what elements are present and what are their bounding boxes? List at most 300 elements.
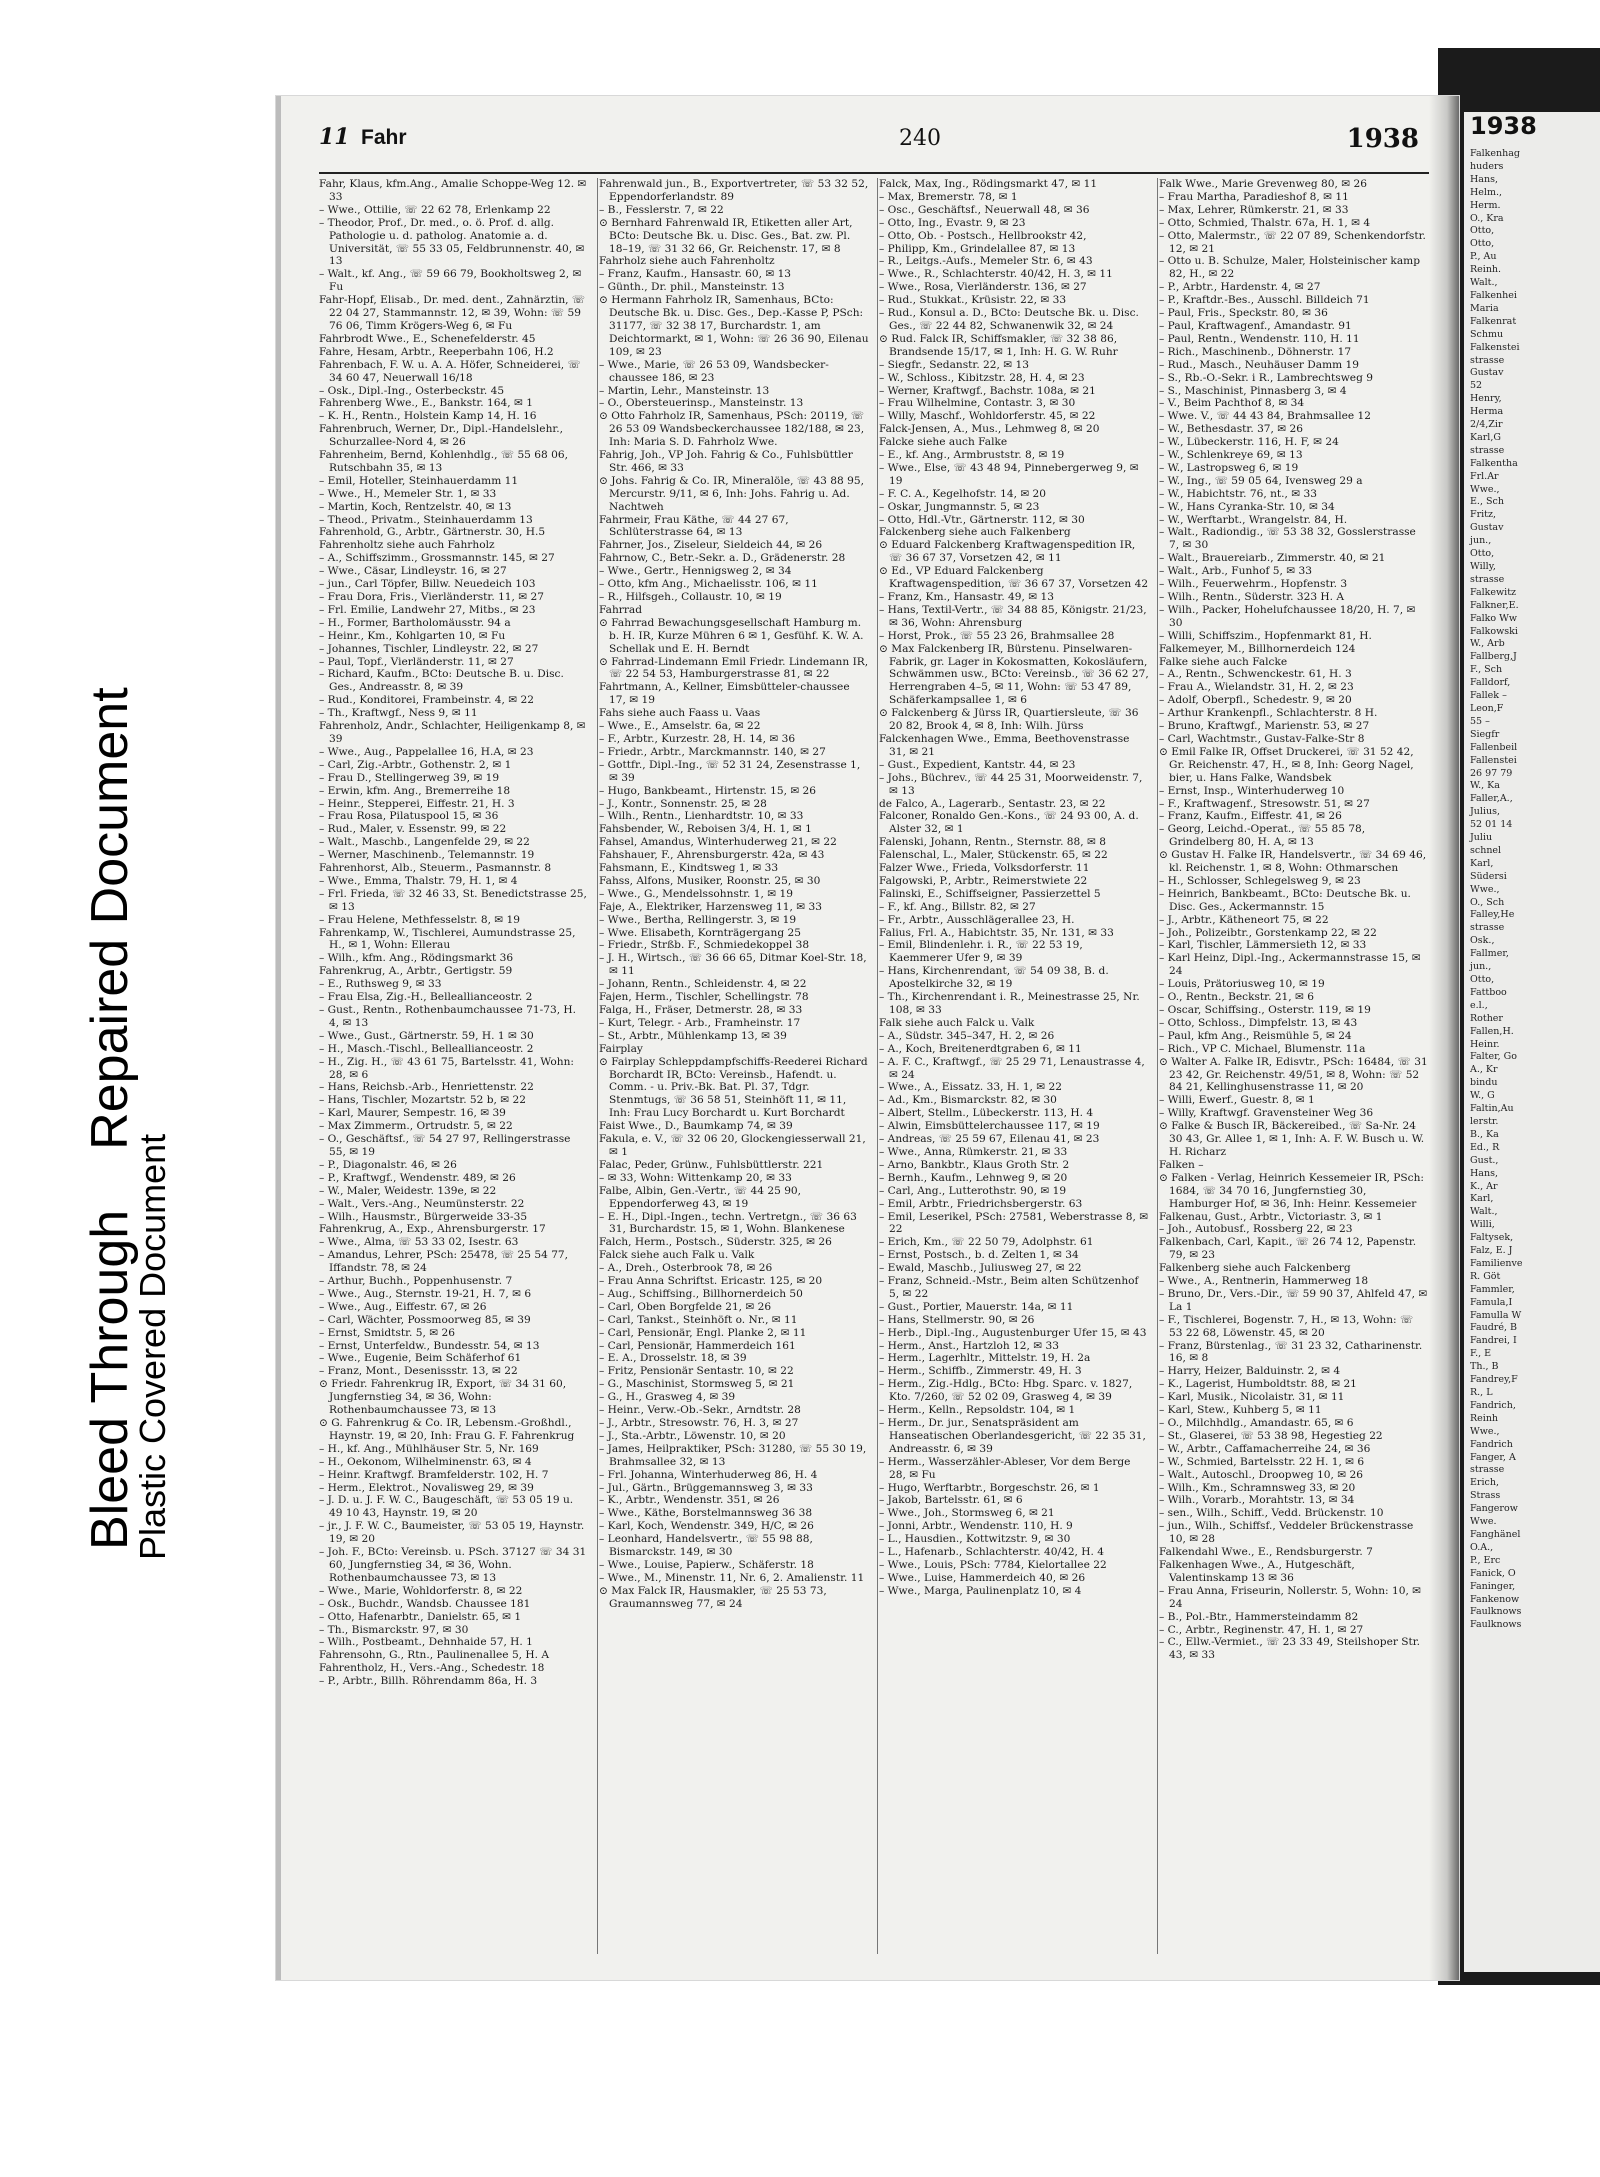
adjacent-entry: W., Arb bbox=[1470, 638, 1505, 650]
directory-entry: – Johs., Büchrev., ☏ 44 25 31, Moorweidenstr. 7, ✉ 13 bbox=[879, 771, 1143, 797]
directory-entry: – Walt., Autoschl., Droopweg 10, ✉ 26 bbox=[1159, 1468, 1364, 1481]
adjacent-entry: Herm. bbox=[1470, 199, 1501, 211]
directory-entry: – Wilh., Vorarb., Morahtstr. 13, ✉ 34 bbox=[1159, 1494, 1355, 1507]
directory-entry: – R., Leitgs.-Aufs., Memeler Str. 6, ✉ 43 bbox=[879, 255, 1093, 268]
directory-entry: – Carl, Tankst., Steinhöft o. Nr., ✉ 11 bbox=[599, 1313, 798, 1326]
directory-entry: – Frau Anna Schriftst. Ericastr. 125, ✉ 20 bbox=[599, 1275, 823, 1288]
directory-entry: – Frau Dora, Fris., Vierländerstr. 11, ✉ 27 bbox=[319, 591, 545, 603]
directory-entry: – Ernst, Unterfeldw., Bundesstr. 54, ✉ 13 bbox=[319, 1339, 540, 1352]
directory-entry: – Carl, Wächter, Possmoorweg 85, ✉ 39 bbox=[319, 1313, 531, 1326]
adjacent-entry: K., Ar bbox=[1470, 1180, 1498, 1192]
directory-entry: – A., Dreh., Osterbrook 78, ✉ 26 bbox=[599, 1262, 773, 1275]
directory-entry: – Philipp, Km., Grindelallee 87, ✉ 13 bbox=[879, 242, 1076, 255]
directory-entry: ⊙ Falckenberg & Jürss IR, Quartiersleute, ☏ 36 20 82, Brook 4, ✉ 8, Inh: Wilh. Jürss bbox=[879, 707, 1139, 733]
directory-entry: ⊙ Falke & Busch IR, Bäckereibed., ☏ Sa-Nr. 24 30 43, Gr. Allee 1, ✉ 1, Inh: A. F. W. Busch u. W. H. Richarz bbox=[1159, 1120, 1425, 1158]
directory-entry: – Wwe., Gust., Gärtnerstr. 59, H. 1 ✉ 30 bbox=[319, 1029, 534, 1042]
directory-entry: – Aug., Schiffsing., Billhornerdeich 50 bbox=[599, 1287, 803, 1300]
directory-entry: – Frau Elsa, Zig.-H., Belleallianceostr. 2 bbox=[319, 991, 533, 1004]
directory-entry: – Max, Lehrer, Rümkerstr. 21, ✉ 33 bbox=[1159, 203, 1349, 216]
adjacent-entry: P., Erc bbox=[1470, 1554, 1501, 1566]
adjacent-entry: Falter, Go bbox=[1470, 1051, 1517, 1063]
directory-entry: Fahrnow, C., Betr.-Sekr. a. D., Grädenerstr. 28 bbox=[599, 552, 846, 565]
directory-entry: Falck, Max, Ing., Rödingsmarkt 47, ✉ 11 bbox=[879, 178, 1098, 190]
adjacent-entry: Falz, E. J bbox=[1470, 1245, 1513, 1257]
adjacent-entry: Wwe. bbox=[1470, 1516, 1497, 1528]
adjacent-entry: Fanger, A bbox=[1470, 1451, 1516, 1463]
directory-entry: – Otto, Schloss., Dimpfelstr. 13, ✉ 43 bbox=[1159, 1016, 1358, 1029]
directory-entry: – A. F. C., Kraftwgf., ☏ 25 29 71, Lenaustrasse 4, ✉ 24 bbox=[879, 1055, 1145, 1081]
directory-entry: – Johannes, Tischler, Lindleystr. 22, ✉ 27 bbox=[319, 642, 539, 655]
directory-entry: – Hans, Tischler, Mozartstr. 52 b, ✉ 22 bbox=[319, 1094, 527, 1107]
directory-entry: – Oskar, Jungmannstr. 5, ✉ 23 bbox=[879, 500, 1040, 513]
directory-entry: – J., Arbtr., Kätheneort 75, ✉ 22 bbox=[1159, 913, 1329, 926]
directory-entry: – Karl, Stew., Kuhberg 5, ✉ 11 bbox=[1159, 1404, 1322, 1417]
directory-entry: – Erich, Km., ☏ 22 50 79, Adolphstr. 61 bbox=[879, 1236, 1094, 1249]
directory-entry: – Wwe., Alma, ☏ 53 33 02, Isestr. 63 bbox=[319, 1236, 519, 1249]
adjacent-entry: R. Göt bbox=[1470, 1270, 1501, 1282]
directory-entry: – Heinr., Verw.-Ob.-Sekr., Arndtstr. 28 bbox=[599, 1404, 801, 1417]
directory-entry: Falbe, Albin, Gen.-Vertr., ☏ 44 25 90, Eppendorferweg 43, ✉ 19 bbox=[599, 1184, 802, 1210]
adjacent-entry: Willi, bbox=[1470, 1219, 1495, 1231]
directory-entry: – F., Tischlerei, Bogenstr. 7, H., ✉ 13, Wohn: ☏ 53 22 68, Löwenstr. 45, ✉ 20 bbox=[1159, 1313, 1414, 1339]
directory-entry: – ✉ 33, Wohn: Wittenkamp 20, ✉ 33 bbox=[599, 1171, 792, 1184]
directory-entry: – Rud., Konditorei, Frambeinstr. 4, ✉ 22 bbox=[319, 694, 535, 707]
adjacent-entry: Willy, bbox=[1470, 561, 1496, 572]
column-3 bbox=[879, 178, 1149, 1958]
directory-entry: Falkenbach, Carl, Kapit., ☏ 26 74 12, Papenstr. 79, ✉ 23 bbox=[1159, 1236, 1417, 1262]
directory-entry: – Herm., Kelln., Repsoldstr. 104, ✉ 1 bbox=[879, 1404, 1076, 1417]
directory-entry: – Siegfr., Sedanstr. 22, ✉ 13 bbox=[879, 358, 1029, 371]
directory-entry: ⊙ Hermann Fahrholz IR, Samenhaus, BCto: Deutsche Bk. u. Disc. Ges., Dep.-Kasse P, PSch: 31177, ☏ 32 38 17, Burchardstr. 1, am Deichtormarkt, ✉ 1, Wohn: ☏ 26 36 90, Eilenau 109, ✉ 23 bbox=[599, 294, 869, 358]
directory-entry: – Friedr., Arbtr., Marckmannstr. 140, ✉ 27 bbox=[599, 745, 826, 758]
adjacent-entry: E., Sch bbox=[1470, 496, 1504, 508]
directory-entry: – Herm., Dr. jur., Senatspräsident am Hanseatischen Oberlandesgericht, ☏ 22 35 31, Andreasstr. 6, ✉ 39 bbox=[879, 1417, 1146, 1455]
directory-entry: Faje, A., Elektriker, Harzensweg 11, ✉ 33 bbox=[599, 900, 822, 913]
directory-entry: – W., Lübeckerstr. 116, H. F, ✉ 24 bbox=[1159, 436, 1339, 449]
directory-entry: – Frau D., Stellingerweg 39, ✉ 19 bbox=[319, 771, 500, 784]
adjacent-entry: Fangerow bbox=[1470, 1503, 1518, 1515]
adjacent-entry: Faudré, B bbox=[1470, 1322, 1517, 1334]
directory-entry: – Bernh., Kaufm., Lehnweg 9, ✉ 20 bbox=[879, 1171, 1068, 1184]
directory-entry: – Johann, Rentn., Schleidenstr. 4, ✉ 22 bbox=[599, 978, 807, 991]
columns bbox=[319, 178, 1431, 1958]
directory-entry: – Frau Rosa, Pilatuspool 15, ✉ 36 bbox=[319, 810, 499, 823]
directory-entry: – Otto, Malermstr., ☏ 22 07 89, Schenkendorfstr. 12, ✉ 21 bbox=[1159, 229, 1426, 255]
directory-entry: – A., Schiffszimm., Grossmannstr. 145, ✉ 27 bbox=[319, 552, 555, 565]
adjacent-entry: Gust., bbox=[1470, 1154, 1499, 1166]
directory-entry: – Walt., Brauereiarb., Zimmerstr. 40, ✉ 21 bbox=[1159, 552, 1386, 565]
directory-entry: – J. H., Wirtsch., ☏ 36 66 65, Ditmar Koel-Str. 18, ✉ 11 bbox=[599, 952, 867, 978]
label-line-2 bbox=[132, 1134, 174, 1560]
directory-entry: – Carl, Wachtmstr., Gustav-Falke-Str 8 bbox=[1159, 732, 1365, 745]
directory-entry: Falck-Jensen, A., Mus., Lehmweg 8, ✉ 20 bbox=[879, 423, 1100, 436]
directory-entry: – Ewald, Maschb., Juliusweg 27, ✉ 22 bbox=[879, 1262, 1082, 1275]
adjacent-entry: W., G bbox=[1470, 1090, 1495, 1102]
directory-page bbox=[276, 96, 1459, 1980]
directory-entry: – B., Pol.-Btr., Hammersteindamm 82 bbox=[1159, 1610, 1359, 1623]
adjacent-entry: Falkenstei bbox=[1470, 341, 1520, 353]
directory-entry: – Frl. Johanna, Winterhuderweg 86, H. 4 bbox=[599, 1468, 818, 1481]
directory-entry: – Richard, Kaufm., BCto: Deutsche B. u. Disc. Ges., Andreasstr. 8, ✉ 39 bbox=[319, 668, 564, 694]
label-line-1 bbox=[80, 687, 140, 1550]
directory-entry: – Arthur Krankenpfl., Schlachterstr. 8 H. bbox=[1159, 707, 1378, 720]
directory-entry: Fahsmann, E., Kindtsweg 1, ✉ 33 bbox=[599, 862, 779, 875]
directory-entry: – C., Arbtr., Reginenstr. 47, H. 1, ✉ 27 bbox=[1159, 1623, 1364, 1636]
directory-entry: Fahshauer, F., Ahrensburgerstr. 42a, ✉ 43 bbox=[599, 849, 825, 862]
directory-entry: – Frau A., Wielandstr. 31, H. 2, ✉ 23 bbox=[1159, 681, 1354, 694]
adjacent-entry: O., Sch bbox=[1470, 896, 1505, 908]
adjacent-entry: Fankenow bbox=[1470, 1593, 1520, 1605]
adjacent-entry: huders bbox=[1470, 160, 1504, 172]
adjacent-entry: Fallek – bbox=[1470, 690, 1507, 702]
directory-entry: – Walt., kf. Ang., ☏ 59 66 79, Bookholtsweg 2, ✉ Fu bbox=[319, 268, 582, 294]
directory-entry: – W., Bethesdastr. 37, ✉ 26 bbox=[1159, 423, 1304, 436]
directory-entry: – Horst, Prok., ☏ 55 23 26, Brahmsallee 28 bbox=[879, 629, 1115, 642]
directory-entry: Falkenau, Gust., Arbtr., Victoriastr. 3, ✉ 1 bbox=[1159, 1210, 1383, 1223]
adjacent-entry: Frl.Ar bbox=[1470, 470, 1499, 482]
directory-entry: – Walt., Radiondig., ☏ 53 38 32, Gosslerstrasse 7, ✉ 30 bbox=[1159, 526, 1416, 552]
directory-entry: – Wwe., Emma, Thalstr. 79, H. 1, ✉ 4 bbox=[319, 874, 518, 887]
directory-entry: – Franz, Kaufm., Hansastr. 60, ✉ 13 bbox=[599, 268, 792, 281]
adjacent-entry: Falkentha bbox=[1470, 457, 1518, 469]
adjacent-entry: Otto, bbox=[1470, 225, 1495, 237]
directory-entry: Fahrtmann, A., Kellner, Eimsbütteler-chaussee 17, ✉ 19 bbox=[599, 681, 850, 707]
directory-entry: – W., Maler, Weidestr. 139e, ✉ 22 bbox=[319, 1184, 497, 1197]
directory-entry: – Karl, Musik., Nicolaistr. 31, ✉ 11 bbox=[1159, 1391, 1345, 1404]
directory-entry: – Wilh., Hausmstr., Bürgerweide 33-35 bbox=[319, 1210, 528, 1223]
directory-entry: – B., Fesslerstr. 7, ✉ 22 bbox=[599, 203, 724, 216]
directory-entry: – Arno, Bankbtr., Klaus Groth Str. 2 bbox=[879, 1158, 1070, 1171]
directory-entry: – H., Schlosser, Schlegelsweg 9, ✉ 23 bbox=[1159, 874, 1361, 887]
directory-entry: – Friedr., Strßb. F., Schmiedekoppel 38 bbox=[599, 939, 810, 952]
adjacent-entry: strasse bbox=[1470, 922, 1505, 934]
directory-entry: – Heinrich, Bankbeamt., BCto: Deutsche Bk. u. Disc. Ges., Ackermannstr. 15 bbox=[1159, 887, 1411, 913]
adjacent-entry: Fanghänel bbox=[1470, 1528, 1521, 1540]
directory-entry: Falckenhagen Wwe., Emma, Beethovenstrasse 31, ✉ 21 bbox=[879, 732, 1130, 758]
adjacent-entry: Gustav bbox=[1470, 522, 1504, 534]
directory-entry: – Carl, Zig.-Arbtr., Gothenstr. 2, ✉ 1 bbox=[319, 758, 512, 771]
directory-entry: – Hans, Kirchenrendant, ☏ 54 09 38, B. d. Apostelkirche 32, ✉ 19 bbox=[879, 965, 1109, 991]
directory-entry: – Rud., Maler, v. Essenstr. 99, ✉ 22 bbox=[319, 823, 507, 836]
directory-entry: – Hugo, Werftarbtr., Borgeschstr. 26, ✉ 1 bbox=[879, 1481, 1100, 1494]
directory-entry: ⊙ Gustav H. Falke IR, Handelsvertr., ☏ 34 69 46, kl. Reichenstr. 1, ✉ 8, Wohn: Othmarschen bbox=[1159, 849, 1427, 875]
directory-entry: Falken – bbox=[1159, 1158, 1204, 1171]
directory-entry: – W., Arbtr., Caffamacherreihe 24, ✉ 36 bbox=[1159, 1442, 1371, 1455]
adjacent-entry: Otto, bbox=[1470, 548, 1495, 560]
directory-entry: Fahrmeir, Frau Käthe, ☏ 44 27 67, Schlüterstrasse 64, ✉ 13 bbox=[599, 513, 789, 539]
directory-entry: ⊙ Friedr. Fahrenkrug IR, Export, ☏ 34 31 60, Jungfernstieg 34, ✉ 36, Wohn: Rothenbaumchaussee 73, ✉ 13 bbox=[319, 1378, 567, 1417]
directory-entry: – Otto u. B. Schulze, Maler, Holsteinischer kamp 82, H., ✉ 22 bbox=[1159, 255, 1420, 281]
adjacent-entry: Faltin,Au bbox=[1470, 1103, 1514, 1115]
adjacent-entry: Faller,A., bbox=[1470, 793, 1513, 805]
directory-entry: – Herm., Elektrot., Novalisweg 29, ✉ 39 bbox=[319, 1481, 534, 1494]
directory-entry: – Wwe., R., Schlachterstr. 40/42, H. 3, ✉ 11 bbox=[879, 268, 1113, 281]
directory-entry: – W., Schloss., Kibitzstr. 28, H. 4, ✉ 23 bbox=[879, 371, 1085, 384]
directory-entry: – Theod., Privatm., Steinhauerdamm 13 bbox=[319, 513, 533, 526]
directory-entry: – Jakob, Bartelsstr. 61, ✉ 6 bbox=[879, 1494, 1023, 1507]
page-header bbox=[319, 124, 1419, 168]
directory-entry: – F., Kraftwagenf., Stresowstr. 51, ✉ 27 bbox=[1159, 797, 1370, 810]
adjacent-entry: 55 – bbox=[1470, 715, 1490, 727]
directory-entry: Fahrholz siehe auch Fahrenholtz bbox=[599, 255, 775, 268]
adjacent-entry: Helm., bbox=[1470, 186, 1502, 198]
directory-entry: ⊙ Walter A. Falke IR, Edisvtr., PSch: 16484, ☏ 31 23 42, Gr. Reichenstr. 49/51, ✉ 8, Wohn: ☏ 52 84 21, Kellinghusenstrasse 11, ✉ 20 bbox=[1159, 1055, 1428, 1094]
directory-entry: – Walt., Vers.-Ang., Neumünsterstr. 22 bbox=[319, 1197, 525, 1210]
directory-entry: – Herm., Schiffb., Zimmerstr. 49, H. 3 bbox=[879, 1365, 1082, 1378]
directory-entry: Fahrensohn, G., Rtn., Paulinenallee 5, H. A bbox=[319, 1649, 550, 1662]
adjacent-entry: 26 97 79 bbox=[1470, 767, 1513, 779]
directory-entry: – Albert, Stellm., Lübeckerstr. 113, H. 4 bbox=[879, 1107, 1094, 1120]
adjacent-entry: Karl, bbox=[1470, 1193, 1494, 1205]
directory-entry: – Jul., Gärtn., Brüggemannsweg 3, ✉ 33 bbox=[599, 1481, 813, 1494]
adjacent-entry: Fammler, bbox=[1470, 1283, 1515, 1295]
directory-entry: – Karl, Koch, Wendenstr. 349, H/C, ✉ 26 bbox=[599, 1520, 814, 1533]
adjacent-entry: Leon,F bbox=[1470, 702, 1504, 714]
directory-entry: – Wwe., Gertr., Hennigsweg 2, ✉ 34 bbox=[599, 565, 792, 578]
directory-entry: – Wwe., Louis, PSch: 7784, Kielortallee 22 bbox=[879, 1558, 1107, 1571]
adjacent-entry: strasse bbox=[1470, 354, 1505, 366]
directory-entry: – Wilh., Postbeamt., Dehnhaide 57, H. 1 bbox=[319, 1636, 533, 1649]
directory-entry: ⊙ Falken - Verlag, Heinrich Kessemeier IR, PSch: 1684, ☏ 34 70 16, Jungfernstieg 30, Hamburger Hof, ✉ 36, Inh: Heinr. Kessemeier bbox=[1159, 1171, 1424, 1210]
directory-entry: – Wwe., Käthe, Borstelmannsweg 36 38 bbox=[599, 1507, 813, 1520]
adjacent-entry: Falkowski bbox=[1470, 625, 1518, 637]
directory-entry: – Martin, Lehr., Mansteinstr. 13 bbox=[599, 384, 770, 397]
directory-entry: Falkenberg siehe auch Falckenberg bbox=[1159, 1262, 1351, 1275]
directory-entry: – H., Masch.-Tischl., Belleallianceostr. 2 bbox=[319, 1042, 534, 1055]
adjacent-entry: Julius, bbox=[1470, 806, 1501, 818]
adjacent-entry: jun., bbox=[1470, 535, 1492, 547]
adjacent-entry: Faulknows bbox=[1470, 1606, 1522, 1618]
adjacent-entry: Famula,I bbox=[1470, 1296, 1513, 1308]
directory-entry: – Wwe., M., Minenstr. 11, Nr. 6, 2. Amalienstr. 11 bbox=[599, 1571, 865, 1584]
directory-entry: – Otto, Ob. - Postsch., Hellbrookstr 42, bbox=[879, 229, 1087, 242]
directory-entry: – Wwe., Luise, Hammerdeich 40, ✉ 26 bbox=[879, 1571, 1086, 1584]
directory-entry: – Leonhard, Handelsvertr., ☏ 55 98 88, Bismarckstr. 149, ✉ 30 bbox=[599, 1533, 813, 1559]
directory-entry: – S., Maschinist, Pinnasberg 3, ✉ 4 bbox=[1159, 384, 1347, 397]
adjacent-entry: e.l., bbox=[1470, 999, 1488, 1011]
directory-entry: – Walt., Arb., Funhof 5, ✉ 33 bbox=[1159, 565, 1312, 578]
directory-entry: – Franz, Kaufm., Eiffestr. 41, ✉ 26 bbox=[1159, 810, 1342, 823]
directory-entry: ⊙ Fairplay Schleppdampfschiffs-Reederei Richard Borchardt IR, BCto: Vereinsb., Hafendt. u. Comm. - u. Priv.-Bk. Bat. Pl. 37, Tdgr. Stenmtugs, ☏ 36 58 51, Steinhöft 11, ✉ 11, Inh: Frau Lucy Borchardt u. Kurt Borchardt bbox=[599, 1055, 868, 1120]
directory-entry: – Th., Kirchenrendant i. R., Meinestrasse 25, Nr. 108, ✉ 33 bbox=[879, 991, 1140, 1016]
directory-entry: Falcke siehe auch Falke bbox=[879, 436, 1008, 449]
adjacent-entry: Karl,G bbox=[1470, 431, 1501, 443]
directory-entry: Fahrenwald jun., B., Exportvertreter, ☏ 53 32 52, Eppendorferlandstr. 89 bbox=[599, 178, 869, 203]
directory-entry: Fahre, Hesam, Arbtr., Reeperbahn 106, H.2 bbox=[319, 345, 554, 358]
directory-entry: – Wwe., Marie, ☏ 26 53 09, Wandsbecker-chaussee 186, ✉ 23 bbox=[599, 358, 829, 384]
directory-entry: Fahrenholtz siehe auch Fahrholz bbox=[319, 539, 495, 552]
directory-entry: Fahrenberg Wwe., E., Bankstr. 164, ✉ 1 bbox=[319, 397, 533, 410]
directory-entry: – K. H., Rentn., Holstein Kamp 14, H. 16 bbox=[319, 410, 537, 423]
directory-entry: – Herm., Wasserzähler-Ableser, Vor dem Berge 28, ✉ Fu bbox=[879, 1455, 1131, 1481]
directory-entry: – L., Hafenarb., Schlachterstr. 40/42, H. 4 bbox=[879, 1546, 1105, 1559]
adjacent-entry: F., E bbox=[1470, 1348, 1492, 1360]
directory-entry: – O., Rentn., Beckstr. 21, ✉ 6 bbox=[1159, 991, 1315, 1004]
directory-entry: – Karl, Maurer, Sempestr. 16, ✉ 39 bbox=[319, 1107, 506, 1120]
directory-entry: – Rich., Maschinenb., Döhnerstr. 17 bbox=[1159, 345, 1352, 358]
adjacent-entry: Südersi bbox=[1470, 870, 1507, 882]
directory-entry: – Wwe., Aug., Pappelallee 16, H.A, ✉ 23 bbox=[319, 745, 534, 758]
adjacent-entry: strasse bbox=[1470, 573, 1505, 585]
directory-entry: – Ernst, Insp., Winterhuderweg 10 bbox=[1159, 784, 1345, 797]
directory-entry: – Fritz, Pensionär Sentastr. 10, ✉ 22 bbox=[599, 1365, 794, 1378]
directory-entry: – G., Maschinist, Stormsweg 5, ✉ 21 bbox=[599, 1378, 795, 1391]
adjacent-entry: strasse bbox=[1470, 444, 1505, 456]
top-margin bbox=[0, 0, 1600, 48]
directory-entry: – Paul, Kraftwagenf., Amandastr. 91 bbox=[1159, 319, 1352, 332]
directory-entry: – Theodor, Prof., Dr. med., o. ö. Prof. d. allg. Pathologie u. d. patholog. Anatomie a. d. Universität, ☏ 55 33 05, Feldbrunnenstr. 40, ✉ 13 bbox=[319, 216, 585, 268]
directory-entry: Falk Wwe., Marie Grevenweg 80, ✉ 26 bbox=[1159, 178, 1368, 190]
directory-entry: – A., Rentn., Schwenckestr. 61, H. 3 bbox=[1159, 668, 1352, 681]
adjacent-entry: Fandrich bbox=[1470, 1438, 1513, 1450]
directory-entry: Fahsel, Amandus, Winterhuderweg 21, ✉ 22 bbox=[599, 836, 837, 849]
directory-entry: – Emil, Hoteller, Steinhauerdamm 11 bbox=[319, 474, 519, 487]
directory-entry: – Willy, Maschf., Wohldorferstr. 45, ✉ 22 bbox=[879, 410, 1096, 423]
directory-entry: – Wwe., Aug., Eiffestr. 67, ✉ 26 bbox=[319, 1300, 487, 1313]
directory-entry: – Wwe., Rosa, Vierländerstr. 136, ✉ 27 bbox=[879, 281, 1087, 294]
directory-entry: – Werner, Kraftwgf., Bachstr. 108a, ✉ 21 bbox=[879, 384, 1096, 397]
directory-entry: – Paul, Topf., Vierländerstr. 11, ✉ 27 bbox=[319, 655, 514, 668]
directory-entry: – Joh., Autobusf., Rossberg 22, ✉ 23 bbox=[1159, 1223, 1353, 1236]
directory-entry: – Wwe., Eugenie, Beim Schäferhof 61 bbox=[319, 1352, 522, 1365]
directory-entry: – J., Sta.-Arbtr., Löwenstr. 10, ✉ 20 bbox=[599, 1429, 786, 1442]
directory-entry: – V., Beim Pachthof 8, ✉ 34 bbox=[1159, 397, 1305, 410]
directory-entry: – S., Rb.-O.-Sekr. i R., Lambrechtsweg 9 bbox=[1159, 371, 1373, 384]
adjacent-entry: strasse bbox=[1470, 1464, 1505, 1476]
adjacent-entry: B., Ka bbox=[1470, 1128, 1499, 1140]
directory-entry: Falck siehe auch Falk u. Valk bbox=[599, 1249, 755, 1262]
directory-entry: – Rud., Masch., Neuhäuser Damm 19 bbox=[1159, 358, 1360, 371]
adjacent-entry: Fallmer, bbox=[1470, 948, 1509, 960]
directory-entry: – Wwe., Ottilie, ☏ 22 62 78, Erlenkamp 22 bbox=[319, 203, 551, 216]
directory-entry: – Wwe., A., Eissatz. 33, H. 1, ✉ 22 bbox=[879, 1081, 1063, 1094]
directory-entry: – jr., J. F. W. C., Baumeister, ☏ 53 05 19, Haynstr. 19, ✉ 20 bbox=[319, 1520, 585, 1546]
column-1 bbox=[319, 178, 589, 1958]
adjacent-entry: lerstr. bbox=[1470, 1115, 1499, 1127]
adjacent-entry: Falley,He bbox=[1470, 909, 1515, 921]
adjacent-entry: Strass bbox=[1470, 1490, 1501, 1502]
directory-entry: – P., Arbtr., Hardenstr. 4, ✉ 27 bbox=[1159, 281, 1321, 294]
directory-entry: – Karl Heinz, Dipl.-Ing., Ackermannstrasse 15, ✉ 24 bbox=[1159, 952, 1421, 978]
adjacent-entry: Henry, bbox=[1470, 393, 1502, 405]
directory-entry: – Andreas, ☏ 25 59 67, Eilenau 41, ✉ 23 bbox=[879, 1133, 1100, 1146]
directory-entry: Fahrenkamp, W., Tischlerei, Aumundstrasse 25, H., ✉ 1, Wohn: Ellerau bbox=[319, 926, 576, 952]
directory-entry: – Hans, Textil-Vertr., ☏ 34 88 85, Königstr. 21/23, ✉ 36, Wohn: Ahrensburg bbox=[879, 603, 1147, 629]
section-number: 11 bbox=[319, 124, 350, 150]
directory-entry: – Franz, Km., Hansastr. 49, ✉ 13 bbox=[879, 591, 1054, 603]
adjacent-entry: Faninger, bbox=[1470, 1580, 1516, 1592]
directory-entry: – W., Lastropsweg 6, ✉ 19 bbox=[1159, 461, 1299, 474]
directory-entry: – Wilh., Km., Schramnsweg 33, ✉ 20 bbox=[1159, 1481, 1356, 1494]
year-label: 1938 bbox=[1346, 124, 1419, 154]
directory-entry: – L., Hausdien., Kottwitzstr. 9, ✉ 30 bbox=[879, 1533, 1071, 1546]
adjacent-entry: Falldorf, bbox=[1470, 677, 1511, 689]
directory-entry: ⊙ Fahrrad Bewachungsgesellschaft Hamburg m. b. H. IR, Kurze Mühren 6 ✉ 1, Gesfühf. K. W. A. Schellak und E. H. Berndt bbox=[599, 616, 864, 655]
directory-entry: – P., Arbtr., Billh. Röhrendamm 86a, H. 3 bbox=[319, 1675, 538, 1688]
adjacent-entry: Fallenbeil bbox=[1470, 741, 1518, 753]
adjacent-entry: Fallenstei bbox=[1470, 754, 1517, 766]
directory-entry: – Wwe., H., Memeler Str. 1, ✉ 33 bbox=[319, 487, 497, 500]
directory-entry: Fahrenbach, F. W. u. A. A. Höfer, Schneiderei, ☏ 34 60 47, Neuerwall 16/18 bbox=[319, 358, 581, 384]
directory-entry: ⊙ Bernhard Fahrenwald IR, Etiketten aller Art, BCto: Deutsche Bk. u. Disc. Ges., Bat. zw. Pl. 18–19, ☏ 31 32 66, Gr. Reichenstr. 17, ✉ 8 bbox=[599, 216, 853, 255]
directory-entry: – Herb., Dipl.-Ing., Augustenburger Ufer 15, ✉ 43 bbox=[879, 1326, 1147, 1339]
adjacent-entry: Wwe., bbox=[1470, 483, 1500, 495]
directory-entry: – F. C. A., Kegelhofstr. 14, ✉ 20 bbox=[879, 487, 1047, 500]
directory-entry: – H., Zig. H., ☏ 43 61 75, Bartelsstr. 41, Wohn: 28, ✉ 6 bbox=[319, 1055, 574, 1081]
directory-entry: – J. D. u. J. F. W. C., Baugeschäft, ☏ 53 05 19 u. 49 10 43, Haynstr. 19, ✉ 20 bbox=[319, 1494, 574, 1520]
directory-entry: – Louis, Prätoriusweg 10, ✉ 19 bbox=[1159, 978, 1325, 991]
header-keyword: Fahr bbox=[361, 126, 407, 149]
directory-entry: – J., Arbtr., Stresowstr. 76, H. 3, ✉ 27 bbox=[599, 1417, 799, 1429]
directory-entry: Fahrenkrug, A., Arbtr., Gertigstr. 59 bbox=[319, 965, 513, 978]
directory-entry: – H., kf. Ang., Mühlhäuser Str. 5, Nr. 169 bbox=[319, 1442, 539, 1455]
directory-entry: – P., Diagonalstr. 46, ✉ 26 bbox=[319, 1158, 457, 1171]
directory-entry: ⊙ Otto Fahrholz IR, Samenhaus, PSch: 20119, ☏ 26 53 09 Wandsbeckerchaussee 182/188, ✉ 23, Inh: Maria S. D. Fahrholz Wwe. bbox=[599, 410, 865, 449]
directory-entry: – Th., Kraftwgf., Ness 9, ✉ 11 bbox=[319, 707, 478, 720]
directory-entry: – E., Ruthsweg 9, ✉ 33 bbox=[319, 978, 442, 991]
directory-entry: – Frau Anna, Friseurin, Nollerstr. 5, Wohn: 10, ✉ 24 bbox=[1159, 1584, 1422, 1610]
directory-entry: – Franz, Schneid.-Mstr., Beim alten Schützenhof 5, ✉ 22 bbox=[879, 1275, 1139, 1300]
directory-entry: Falkenhagen Wwe., A., Hutgeschäft, Valentinskamp 13 ✉ 36 bbox=[1159, 1558, 1355, 1584]
directory-entry: – P., Kraftdr.-Bes., Ausschl. Billdeich 71 bbox=[1159, 294, 1370, 307]
directory-entry: – jun., Wilh., Schiffsf., Veddeler Brückenstrasse 10, ✉ 28 bbox=[1159, 1520, 1414, 1546]
directory-entry: – Wwe., A., Rentnerin, Hammerweg 18 bbox=[1159, 1275, 1369, 1288]
directory-entry: – Osk., Dipl.-Ing., Osterbeckstr. 45 bbox=[319, 384, 505, 397]
directory-entry: – Karl, Tischler, Lämmersieth 12, ✉ 33 bbox=[1159, 939, 1367, 952]
directory-entry: – James, Heilpraktiker, PSch: 31280, ☏ 55 30 19, Brahmsallee 32, ✉ 13 bbox=[599, 1442, 867, 1468]
adjacent-entry: bindu bbox=[1470, 1077, 1498, 1089]
directory-entry: Fakula, e. V., ☏ 32 06 20, Glockengiesserwall 21, ✉ 1 bbox=[599, 1133, 866, 1158]
adjacent-entry: Osk., bbox=[1470, 935, 1495, 947]
directory-entry: – Wilh., Rentn., Süderstr. 323 H. A bbox=[1159, 591, 1345, 603]
adjacent-entry: Walt., bbox=[1470, 1206, 1498, 1218]
directory-entry: – W., Schmied, Bartelsstr. 22 H. 1, ✉ 6 bbox=[1159, 1455, 1365, 1468]
directory-entry: Fahrbrodt Wwe., E., Schenefelderstr. 45 bbox=[319, 332, 536, 345]
adjacent-entry: Heinr. bbox=[1470, 1038, 1500, 1050]
directory-entry: – F., Arbtr., Kurzestr. 28, H. 14, ✉ 36 bbox=[599, 732, 796, 745]
directory-entry: Falga, H., Fräser, Detmerstr. 28, ✉ 33 bbox=[599, 1004, 803, 1016]
directory-entry: Fahr-Hopf, Elisab., Dr. med. dent., Zahnärztin, ☏ 22 04 27, Stammannstr. 12, ✉ 39, Wohn: ☏ 59 76 06, Timm Krögers-Weg 6, ✉ Fu bbox=[319, 294, 586, 332]
directory-entry: Falkemeyer, M., Billhornerdeich 124 bbox=[1159, 642, 1356, 655]
directory-entry: – Willi, Ewerf., Guestr. 8, ✉ 1 bbox=[1159, 1094, 1315, 1107]
adjacent-entry: 2/4,Zir bbox=[1470, 419, 1503, 431]
directory-entry: – Frl. Emilie, Landwehr 27, Mitbs., ✉ 23 bbox=[319, 603, 536, 616]
adjacent-entry: jun., bbox=[1470, 961, 1492, 973]
directory-entry: Fajen, Herm., Tischler, Schellingstr. 78 bbox=[599, 991, 809, 1004]
directory-entry: – Bruno, Kraftwgf., Marienstr. 53, ✉ 27 bbox=[1159, 720, 1370, 733]
directory-entry: – W., Schlenkreye 69, ✉ 13 bbox=[1159, 449, 1303, 462]
directory-entry: – A., Südstr. 345–347, H. 2, ✉ 26 bbox=[879, 1029, 1055, 1042]
directory-entry: – Frau Martha, Paradieshof 8, ✉ 11 bbox=[1159, 190, 1349, 203]
directory-entry: – Joh., Polizeibtr., Gorstenkamp 22, ✉ 22 bbox=[1159, 926, 1377, 939]
directory-entry: ⊙ Emil Falke IR, Offset Druckerei, ☏ 31 52 42, Gr. Reichenstr. 47, H., ✉ 8, Inh: Georg Nagel, bier, u. Hans Falke, Wandsbek bbox=[1159, 745, 1414, 784]
directory-entry: – Otto, Ing., Evastr. 9, ✉ 23 bbox=[879, 216, 1026, 229]
directory-entry: – Oscar, Schiffsing., Osterstr. 119, ✉ 19 bbox=[1159, 1004, 1371, 1016]
directory-entry: – Heinr. Kraftwgf. Bramfelderstr. 102, H. 7 bbox=[319, 1468, 549, 1481]
adjacent-entry: F., Sch bbox=[1470, 664, 1503, 676]
directory-entry: – Wwe., Marga, Paulinenplatz 10, ✉ 4 bbox=[879, 1584, 1082, 1597]
column-4 bbox=[1159, 178, 1429, 1958]
directory-entry: – Wilh., kfm. Ang., Rödingsmarkt 36 bbox=[319, 952, 514, 965]
adjacent-entry: Fallberg,J bbox=[1470, 651, 1517, 663]
directory-entry: Falac, Peder, Grünw., Fuhlsbüttlerstr. 221 bbox=[599, 1158, 824, 1171]
adjacent-entry: Faltysek, bbox=[1470, 1232, 1514, 1244]
adjacent-entry: Falkenhag bbox=[1470, 148, 1521, 159]
adjacent-entry: Falkner,E. bbox=[1470, 599, 1519, 611]
directory-entry: – Max Zimmerm., Ortrudstr. 5, ✉ 22 bbox=[319, 1120, 513, 1133]
adjacent-entry: Falkenhei bbox=[1470, 289, 1517, 301]
directory-entry: – Fr., Arbtr., Ausschlägerallee 23, H. bbox=[879, 913, 1075, 926]
